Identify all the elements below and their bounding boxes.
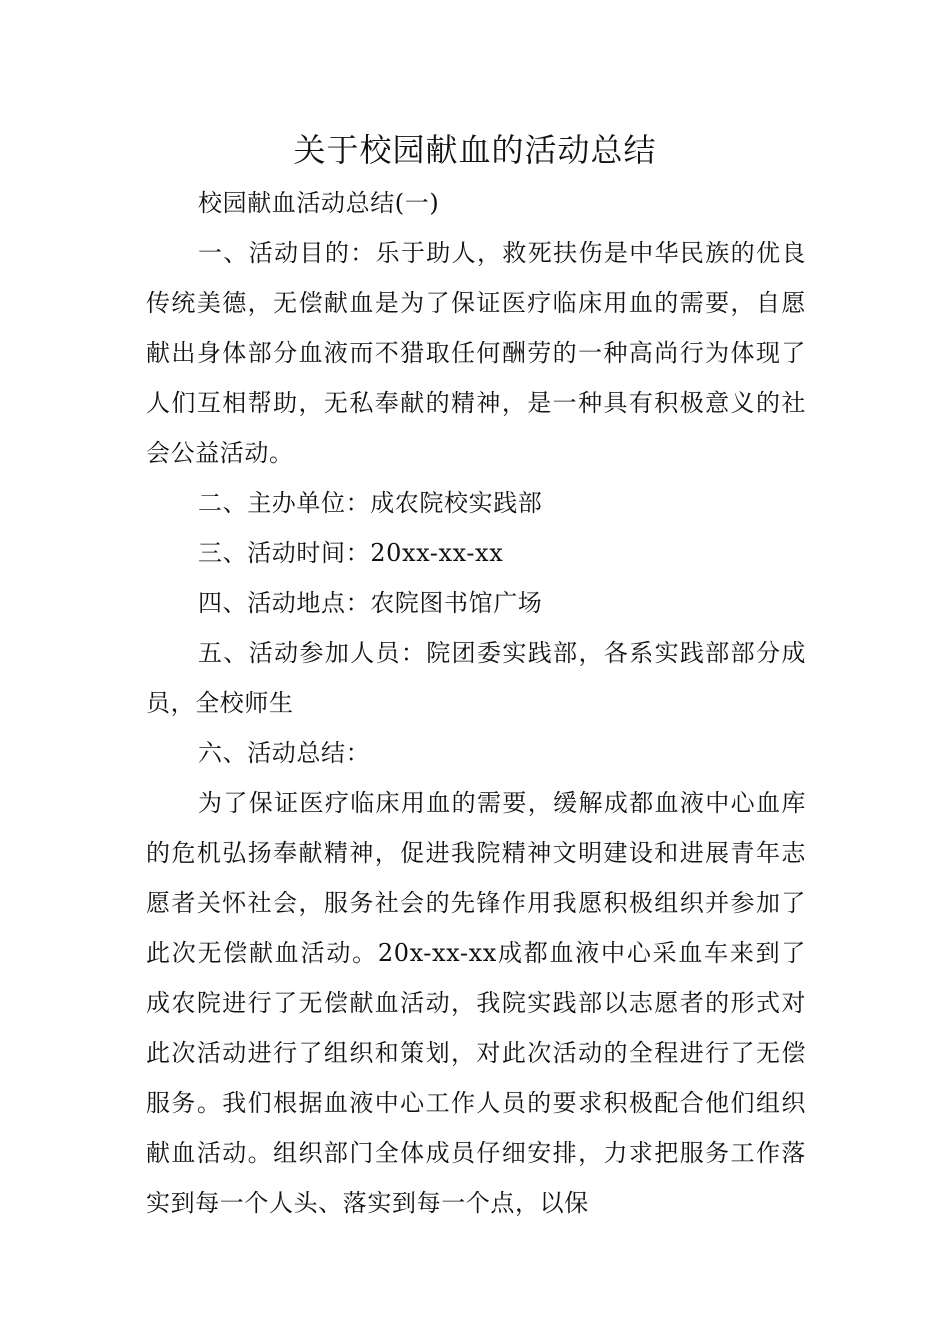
paragraph-location: 四、活动地点：农院图书馆广场 (198, 589, 543, 617)
paragraph-summary-heading: 六、活动总结： (198, 739, 371, 767)
paragraph-organizer: 二、主办单位：成农院校实践部 (198, 489, 543, 517)
paragraph-summary-body: 为了保证医疗临床用血的需要，缓解成都血液中心血库的危机弘扬奉献精神，促进我院精神文明建设和进展青年志愿者关怀社会，服务社会的先锋作用我愿积极组织并参加了此次无偿献血活动。20x-xx-xx成都血液中心采血车来到了成农院进行了无偿献血活动，我院实践部以志愿者的形式对此次活动进行了组织和策划，对此次活动的全程进行了无偿服务。我们根据血液中心工作人员的要求积极配合他们组织献血活动。组织部门全体成员仔细安排，力求把服务工作落实到每一个人头、落实到每一个点，以保 (146, 789, 806, 1217)
document-body (146, 178, 806, 1228)
paragraph-purpose: 一、活动目的：乐于助人，救死扶伤是中华民族的优良传统美德，无偿献血是为了保证医疗临床用血的需要，自愿献出身体部分血液而不猎取任何酬劳的一种高尚行为体现了人们互相帮助，无私奉献的精神，是一种具有积极意义的社会公益活动。 (146, 239, 806, 467)
page-title: 关于校园献血的活动总结 (293, 131, 657, 169)
section-heading: 校园献血活动总结(一) (198, 189, 440, 217)
paragraph-participants: 五、活动参加人员：院团委实践部，各系实践部部分成员，全校师生 (146, 639, 806, 717)
paragraph-time: 三、活动时间：20xx-xx-xx (198, 539, 504, 567)
